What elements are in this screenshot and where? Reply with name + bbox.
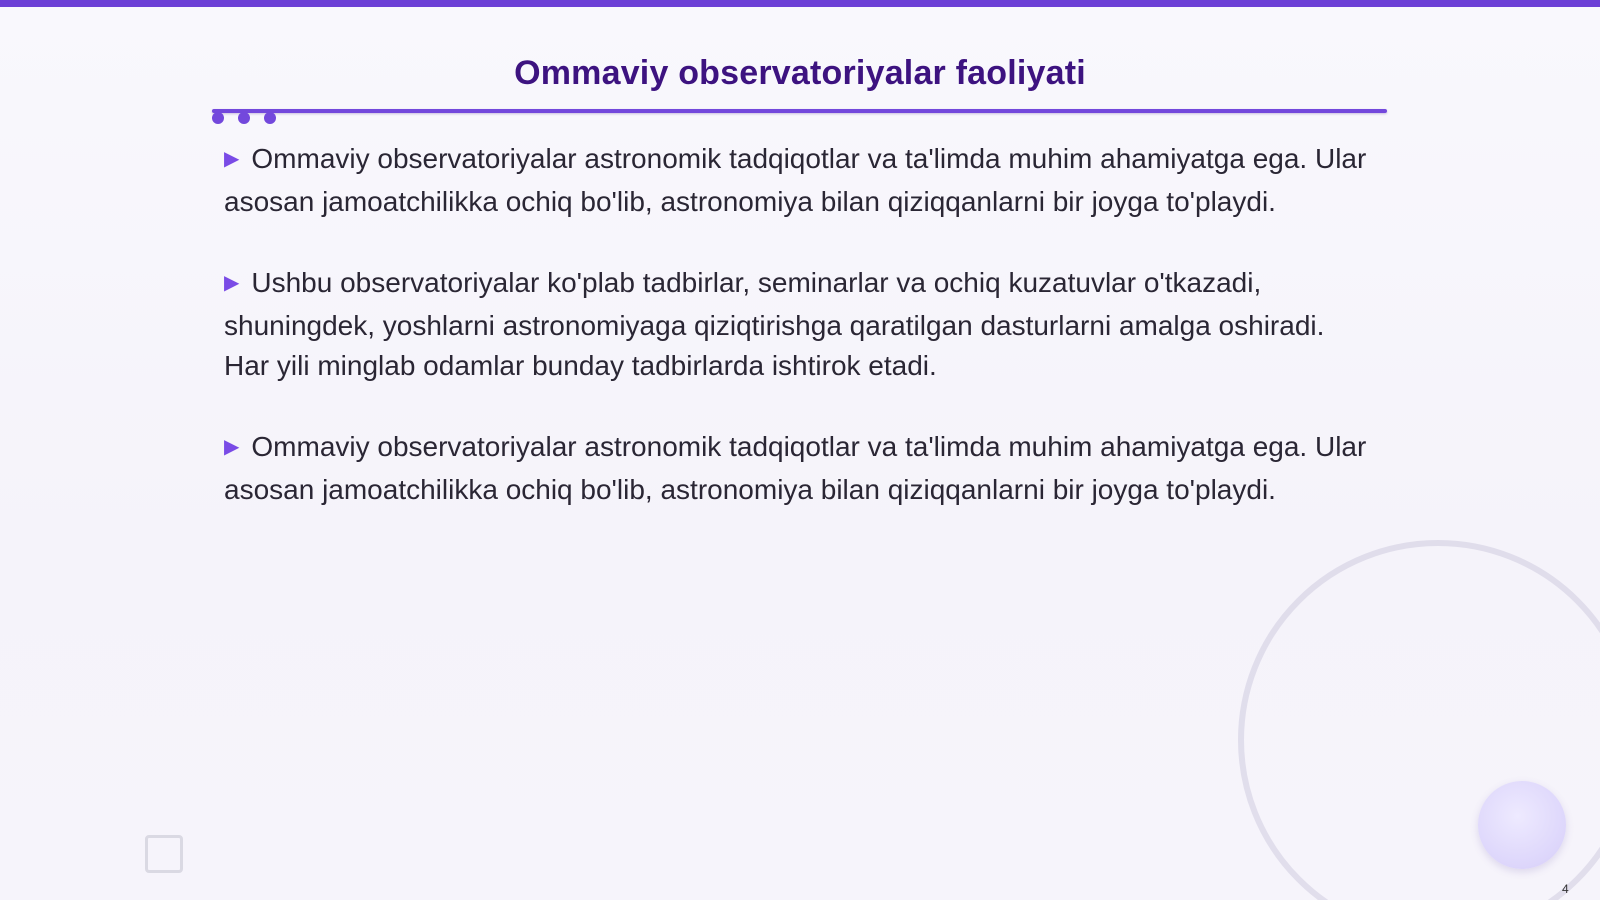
top-accent-bar [0, 0, 1600, 7]
paragraph-text: Ushbu observatoriyalar ko'plab tadbirlar, seminarlar va ochiq kuzatuvlar o'tkazadi, shuningdek, yoshlarni astronomiyaga qiziqtirishga qaratilgan dasturlarni amalga oshiradi. Har yili minglab odamlar bunday tadbirlarda ishtirok etadi. [224, 267, 1325, 381]
title-underline [212, 109, 1387, 113]
bullet-paragraph-2 [224, 263, 1374, 386]
page-number: 4 [1562, 882, 1569, 896]
paragraph-text: Ommaviy observatoriyalar astronomik tadqiqotlar va ta'limda muhim ahamiyatga ega. Ular asosan jamoatchilikka ochiq bo'lib, astronomiya bilan qiziqqanlarni bir joyga to'playdi. [224, 431, 1367, 505]
decorative-dot [212, 112, 224, 124]
paragraph-text: Ommaviy observatoriyalar astronomik tadqiqotlar va ta'limda muhim ahamiyatga ega. Ular asosan jamoatchilikka ochiq bo'lib, astronomiya bilan qiziqqanlarni bir joyga to'playdi. [224, 143, 1367, 217]
bullet-paragraph-3 [224, 427, 1374, 510]
triangle-bullet-icon: ▶ [224, 148, 240, 170]
bullet-list [224, 139, 1374, 551]
slide-title: Ommaviy observatoriyalar faoliyati [514, 54, 1086, 92]
triangle-bullet-icon: ▶ [224, 272, 240, 294]
decorative-dot [238, 112, 250, 124]
triangle-bullet-icon: ▶ [224, 436, 240, 458]
decorative-square [145, 835, 183, 873]
decorative-dot [264, 112, 276, 124]
bullet-paragraph-1 [224, 139, 1374, 222]
decorative-blob [1478, 781, 1566, 869]
